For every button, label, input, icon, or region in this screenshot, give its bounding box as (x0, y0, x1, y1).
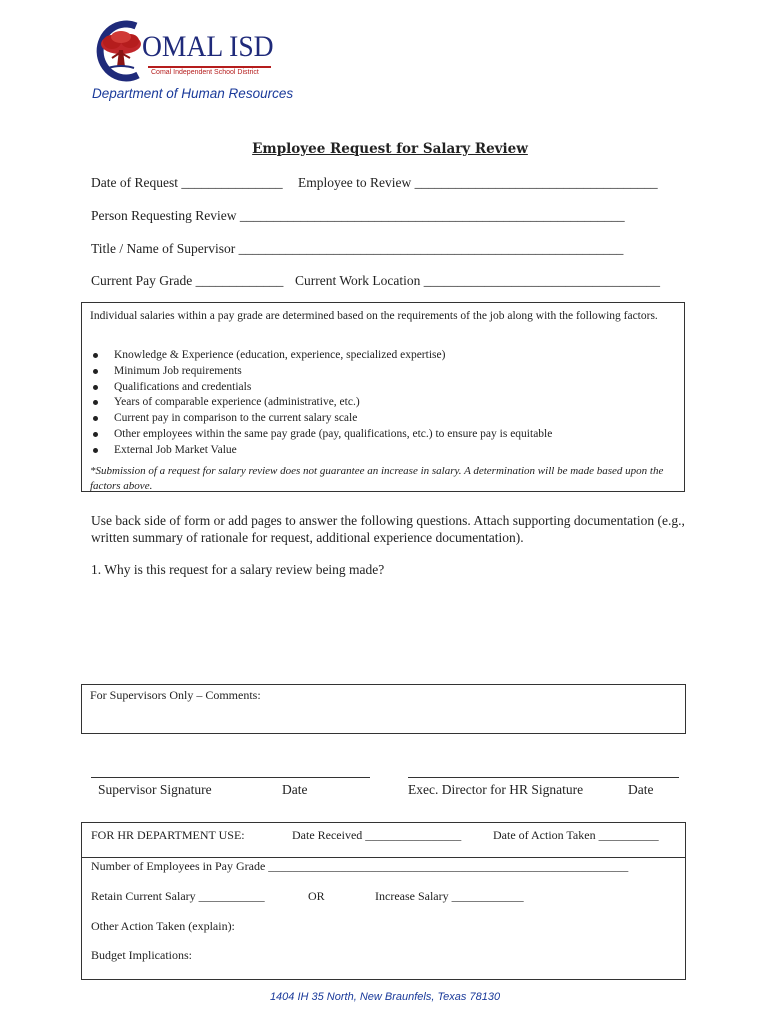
list-item (90, 364, 552, 380)
factor-text: External Job Market Value (114, 443, 237, 456)
supervisor-comments-box[interactable] (81, 684, 686, 734)
budget-implications-label[interactable]: Budget Implications: (91, 948, 192, 962)
bullet-icon (93, 353, 98, 358)
employees-in-pay-grade-field[interactable]: Number of Employees in Pay Grade ____________________________________________________________ (91, 859, 629, 873)
list-item (90, 427, 552, 443)
department-name: Department of Human Resources (92, 86, 294, 101)
bullet-icon (93, 400, 98, 405)
factor-text: Minimum Job requirements (114, 364, 242, 377)
form-title: Employee Request for Salary Review (252, 141, 528, 157)
employee-to-review-field[interactable]: Employee to Review ____________________________________ (298, 175, 658, 190)
factor-text: Knowledge & Experience (education, experience, specialized expertise) (114, 349, 446, 361)
bullet-icon (93, 369, 98, 374)
bullet-icon (93, 448, 98, 453)
hr-department-box (81, 822, 686, 980)
current-work-location-field[interactable]: Current Work Location ___________________________________ (295, 273, 661, 288)
bullet-icon (93, 385, 98, 390)
list-item (90, 411, 552, 427)
logo-name: OMAL ISD (142, 30, 274, 63)
disclaimer-note: *Submission of a request for salary review does not guarantee an increase in salary. A determination will be made based upon the factors above. (90, 465, 664, 492)
instructions-text: Use back side of form or add pages to answer the following questions. Attach supporting documentation (e.g., written summary of rationale for request, additional experience documentation). (91, 513, 685, 545)
hr-signature-line[interactable] (408, 777, 679, 778)
salary-factors-box (81, 302, 685, 492)
footer-address: 1404 IH 35 North, New Braunfels, Texas 78130 (269, 991, 501, 1003)
supervisor-signature-label: Supervisor Signature (98, 782, 212, 797)
question-1: 1. Why is this request for a salary review being made? (91, 562, 385, 577)
factors-intro: Individual salaries within a pay grade are determined based on the requirements of the job along with the following factors. (90, 310, 658, 322)
hr-use-label: FOR HR DEPARTMENT USE: (91, 828, 245, 842)
increase-salary-field[interactable]: Increase Salary ____________ (375, 889, 524, 903)
supervisor-field[interactable]: Title / Name of Supervisor _________________________________________________________ (91, 241, 624, 256)
factor-text: Current pay in comparison to the current salary scale (114, 412, 358, 425)
list-item (90, 348, 552, 364)
factor-text: Other employees within the same pay grade (pay, qualifications, etc.) to ensure pay is equitable (114, 427, 553, 440)
date-received-field[interactable]: Date Received ________________ (292, 828, 462, 842)
comal-isd-logo (88, 20, 288, 82)
list-item (90, 395, 552, 411)
hr-divider (82, 857, 685, 858)
logo-subtitle: Comal Independent School District (151, 69, 259, 76)
bullet-icon (93, 432, 98, 437)
logo-divider (148, 66, 271, 68)
hr-date-label: Date (628, 782, 654, 797)
supervisor-date-label: Date (282, 782, 308, 797)
other-action-label[interactable]: Other Action Taken (explain): (91, 919, 235, 933)
list-item (90, 443, 552, 459)
date-of-action-field[interactable]: Date of Action Taken __________ (493, 828, 659, 842)
bullet-icon (93, 416, 98, 421)
factor-text: Qualifications and credentials (114, 380, 252, 393)
retain-salary-field[interactable]: Retain Current Salary ___________ (91, 889, 265, 903)
factors-list (90, 348, 552, 459)
or-label: OR (308, 889, 325, 903)
person-requesting-field[interactable]: Person Requesting Review _________________________________________________________ (91, 208, 625, 223)
date-of-request-field[interactable]: Date of Request _______________ (91, 175, 283, 190)
current-pay-grade-field[interactable]: Current Pay Grade _____________ (91, 273, 284, 288)
list-item (90, 380, 552, 396)
factor-text: Years of comparable experience (administrative, etc.) (114, 396, 360, 409)
hr-signature-label: Exec. Director for HR Signature (408, 782, 584, 797)
supervisor-comments-label: For Supervisors Only – Comments: (90, 688, 261, 702)
supervisor-signature-line[interactable] (91, 777, 370, 778)
